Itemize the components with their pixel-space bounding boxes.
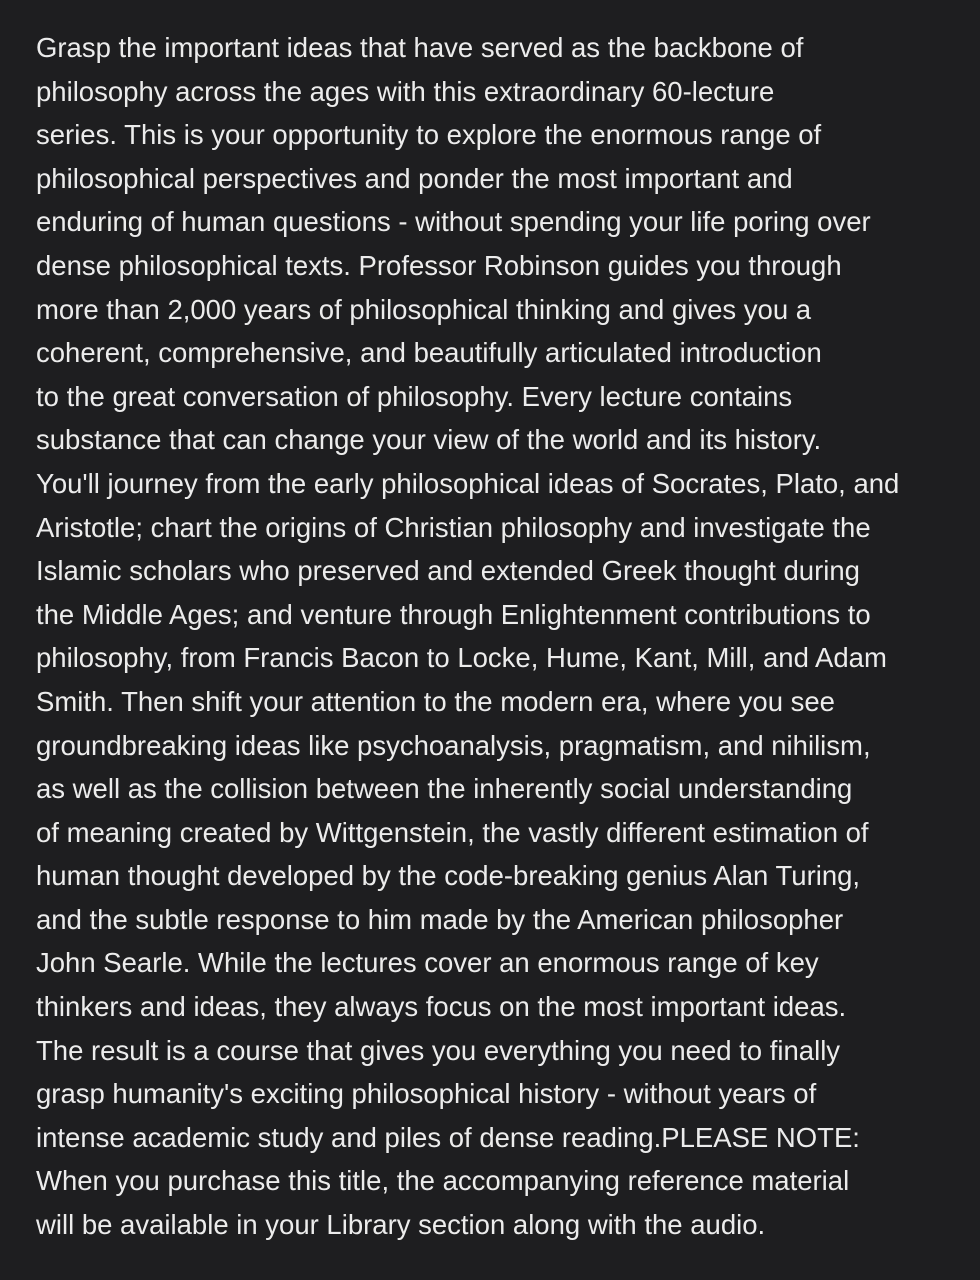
description-line: Islamic scholars who preserved and extended Greek thought during <box>36 555 860 587</box>
description-line: the Middle Ages; and venture through Enlightenment contributions to <box>36 598 871 630</box>
description-line: as well as the collision between the inherently social understanding <box>36 773 853 805</box>
description-line: philosophical perspectives and ponder the most important and <box>36 162 793 194</box>
description-text <box>36 26 966 1247</box>
description-line: The result is a course that gives you everything you need to finally <box>36 1034 841 1066</box>
description-line: Smith. Then shift your attention to the modern era, where you see <box>36 685 835 717</box>
description-line: groundbreaking ideas like psychoanalysis, pragmatism, and nihilism, <box>36 729 871 761</box>
description-line: coherent, comprehensive, and beautifully articulated introduction <box>36 337 822 369</box>
description-line: John Searle. While the lectures cover an enormous range of key <box>36 947 819 979</box>
description-line: dense philosophical texts. Professor Robinson guides you through <box>36 249 842 281</box>
description-line: philosophy across the ages with this extraordinary 60-lecture <box>36 75 775 107</box>
description-line: thinkers and ideas, they always focus on the most important ideas. <box>36 991 847 1023</box>
description-line: grasp humanity's exciting philosophical history - without years of <box>36 1078 817 1110</box>
description-line: more than 2,000 years of philosophical thinking and gives you a <box>36 293 812 325</box>
description-line: will be available in your Library section along with the audio. <box>36 1209 766 1241</box>
description-line: to the great conversation of philosophy. Every lecture contains <box>36 380 793 412</box>
description-line: and the subtle response to him made by the American philosopher <box>36 903 844 935</box>
description-line: philosophy, from Francis Bacon to Locke, Hume, Kant, Mill, and Adam <box>36 642 887 674</box>
description-line: When you purchase this title, the accompanying reference material <box>36 1165 850 1197</box>
description-line: human thought developed by the code-breaking genius Alan Turing, <box>36 860 861 892</box>
description-line: You'll journey from the early philosophical ideas of Socrates, Plato, and <box>36 467 900 499</box>
description-line: enduring of human questions - without spending your life poring over <box>36 206 871 238</box>
description-line: Grasp the important ideas that have served as the backbone of <box>36 32 804 63</box>
description-line: of meaning created by Wittgenstein, the vastly different estimation of <box>36 816 869 848</box>
description-line: substance that can change your view of the world and its history. <box>36 424 822 456</box>
description-line: series. This is your opportunity to explore the enormous range of <box>36 119 822 151</box>
description-line: Aristotle; chart the origins of Christian philosophy and investigate the <box>36 511 871 543</box>
description-line: intense academic study and piles of dense reading.PLEASE NOTE: <box>36 1121 860 1153</box>
